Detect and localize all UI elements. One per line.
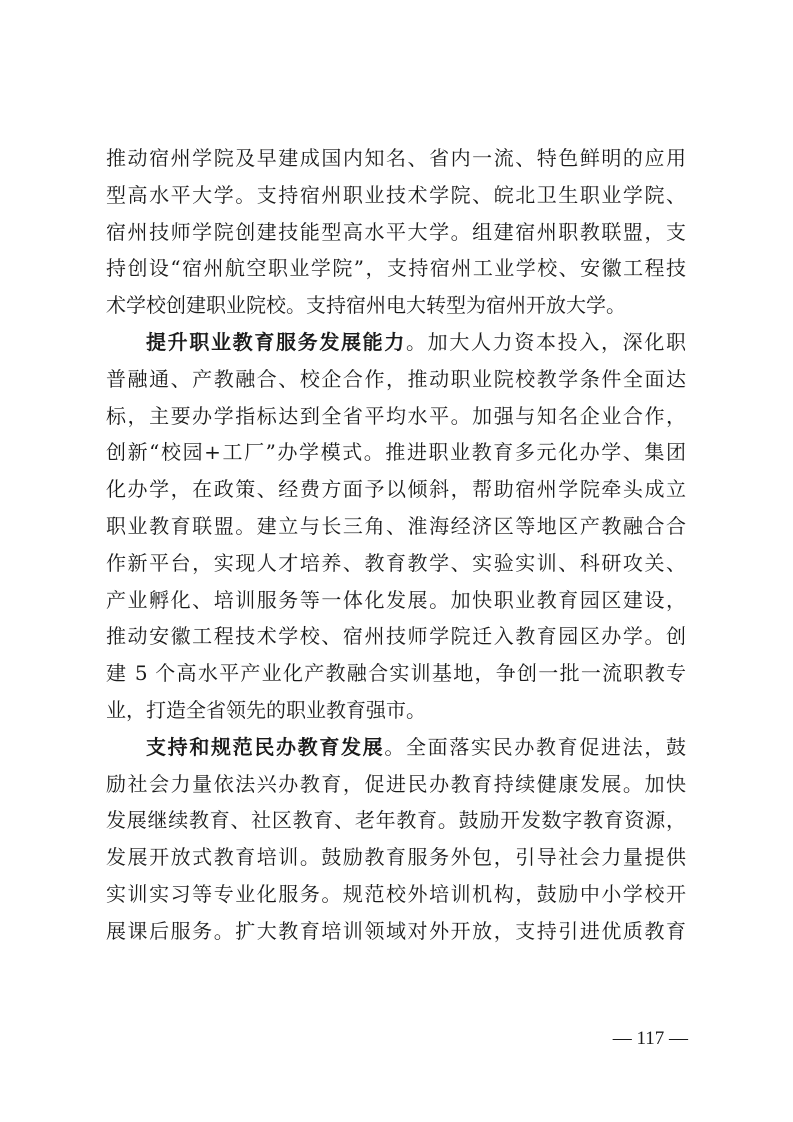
text-line: 型高水平大学。支持宿州职业技术学院、皖北卫生职业学院、 [106,182,686,207]
text-line: 标，主要办学指标达到全省平均水平。加强与知名企业合作， [106,403,686,428]
text-run: 。全面落实民办教育促进法，鼓 [384,734,687,759]
text-line [106,729,686,766]
text-line [106,324,686,361]
text-line: 宿州技师学院创建技能型高水平大学。组建宿州职教联盟，支 [106,219,686,244]
paragraph-heading: 支持和规范民办教育发展 [146,734,385,759]
text-line: 实训实习等专业化服务。规范校外培训机构，鼓励中小学校开 [106,881,686,906]
text-line: 普融通、产教融合、校企合作，推动职业院校教学条件全面达 [106,366,686,391]
text-line: 业，打造全省领先的职业教育强市。 [106,697,426,722]
text-line: 化办学，在政策、经费方面予以倾斜，帮助宿州学院牵头成立 [106,477,686,502]
text-line: 持创设“宿州航空职业学院”，支持宿州工业学校、安徽工程技 [106,256,686,281]
text-line: 发展开放式教育培训。鼓励教育服务外包，引导社会力量提供 [106,845,686,870]
body-text [106,140,686,950]
text-line: 创新“校园+工厂”办学模式。推进职业教育多元化办学、集团 [106,440,686,465]
text-line: 产业孵化、培训服务等一体化发展。加快职业教育园区建设， [106,587,686,612]
text-line: 术学校创建职业院校。支持宿州电大转型为宿州开放大学。 [106,293,626,318]
page-number: — 117 — [612,1028,688,1049]
paragraph-vocational-education [106,324,686,729]
text-line: 建 5 个高水平产业化产教融合实训基地，争创一批一流职教专 [106,661,686,686]
paragraph-heading: 提升职业教育服务发展能力 [146,329,406,354]
text-run: 。加大人力资本投入，深化职 [406,329,686,354]
text-line: 展课后服务。扩大教育培训领域对外开放，支持引进优质教育 [106,918,686,943]
text-line: 推动宿州学院及早建成国内知名、省内一流、特色鲜明的应用 [106,146,686,170]
paragraph-private-education [106,729,686,950]
text-line: 励社会力量依法兴办教育，促进民办教育持续健康发展。加快 [106,771,686,796]
text-line: 作新平台，实现人才培养、教育教学、实验实训、科研攻关、 [106,550,686,575]
paragraph-university-development [106,140,686,324]
text-line: 推动安徽工程技术学校、宿州技师学院迁入教育园区办学。创 [106,624,686,649]
text-line: 职业教育联盟。建立与长三角、淮海经济区等地区产教融合合 [106,513,686,538]
text-line: 发展继续教育、社区教育、老年教育。鼓励开发数字教育资源， [106,808,686,833]
